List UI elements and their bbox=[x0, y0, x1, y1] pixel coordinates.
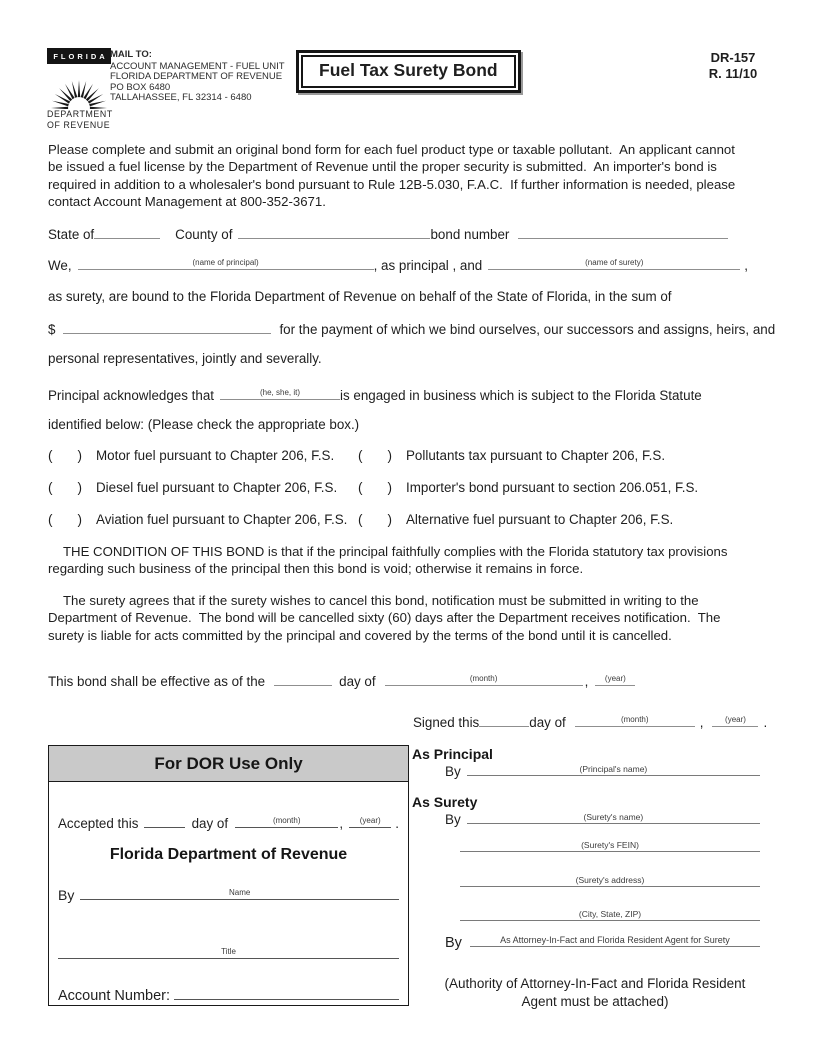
paren-open: ( bbox=[358, 480, 363, 495]
bond-sum-field[interactable] bbox=[63, 319, 271, 334]
checkbox-aviation-fuel-label: Aviation fuel pursuant to Chapter 206, F.S. bbox=[96, 512, 348, 527]
checkbox-pollutants-tax-label: Pollutants tax pursuant to Chapter 206, F.S. bbox=[406, 448, 666, 463]
surety-address-hint: (Surety's address) bbox=[575, 875, 645, 885]
checkbox-importers-bond[interactable] bbox=[358, 480, 392, 495]
paren-close: ) bbox=[77, 448, 82, 463]
dor-title-field[interactable] bbox=[58, 944, 399, 959]
intro-paragraph bbox=[48, 141, 735, 211]
trailing-comma: , bbox=[744, 258, 748, 273]
cancellation-paragraph bbox=[48, 592, 720, 644]
attorney-by-hint: As Attorney-In-Fact and Florida Resident Agent for Surety bbox=[500, 935, 730, 945]
signed-year-field[interactable] bbox=[712, 712, 758, 727]
checkbox-pollutants-tax[interactable] bbox=[358, 448, 392, 463]
checkbox-alternative-fuel[interactable] bbox=[358, 512, 392, 527]
checkbox-diesel-fuel[interactable] bbox=[48, 480, 82, 495]
account-number-label: Account Number: bbox=[58, 988, 171, 1004]
intro-line: required in addition to a wholesaler's bond pursuant to Rule 12B-5.030, F.A.C. If further information is needed, please bbox=[48, 176, 736, 192]
dor-by-name-field[interactable] bbox=[80, 885, 399, 900]
checkbox-alternative-fuel-label: Alternative fuel pursuant to Chapter 206, F.S. bbox=[406, 512, 674, 527]
mail-to-line-4: TALLAHASSEE, FL 32314 - 6480 bbox=[110, 92, 252, 104]
paren-close: ) bbox=[387, 512, 392, 527]
surety-name-inline-field[interactable] bbox=[488, 255, 740, 270]
intro-line: be issued a fuel license by the Department of Revenue until the proper security is submitted. An importer's bond is bbox=[48, 159, 717, 175]
signed-month-field[interactable] bbox=[575, 712, 695, 727]
mail-to-line-3: PO BOX 6480 bbox=[110, 81, 171, 93]
effective-comma: , bbox=[584, 674, 589, 689]
paren-open: ( bbox=[48, 512, 53, 527]
dollar-sign: $ bbox=[48, 322, 56, 337]
form-revision: R. 11/10 bbox=[708, 66, 758, 81]
dor-use-only-box bbox=[48, 745, 409, 1006]
dor-box-header: For DOR Use Only bbox=[49, 746, 408, 782]
effective-month-field[interactable] bbox=[385, 671, 583, 686]
signed-prefix: Signed this bbox=[413, 715, 480, 730]
mail-to-block bbox=[110, 50, 285, 104]
signed-day-field[interactable] bbox=[479, 712, 529, 727]
paren-close: ) bbox=[387, 448, 392, 463]
form-title: Fuel Tax Surety Bond bbox=[301, 55, 516, 88]
attorney-by-field[interactable] bbox=[470, 932, 760, 947]
sun-icon bbox=[48, 64, 110, 109]
paren-open: ( bbox=[48, 480, 53, 495]
effective-year-field[interactable] bbox=[595, 671, 635, 686]
accepted-year-hint: (year) bbox=[359, 816, 381, 825]
effective-month-hint: (month) bbox=[469, 674, 498, 683]
surety-bound-text: as surety, are bound to the Florida Department of Revenue on behalf of the State of Florida, in the sum of bbox=[48, 289, 672, 304]
logo-dept-line1: DEPARTMENT bbox=[47, 109, 113, 119]
we-label: We, bbox=[48, 258, 72, 273]
engaged-text: is engaged in business which is subject to the Florida Statute bbox=[340, 388, 702, 403]
dor-by-label: By bbox=[58, 887, 75, 903]
checkbox-diesel-fuel-label: Diesel fuel pursuant to Chapter 206, F.S. bbox=[96, 480, 338, 495]
principal-by-label: By bbox=[445, 764, 461, 779]
city-state-zip-field[interactable] bbox=[460, 906, 760, 921]
principal-by-field[interactable] bbox=[467, 761, 760, 776]
checkbox-motor-fuel[interactable] bbox=[48, 448, 82, 463]
county-field[interactable] bbox=[238, 224, 430, 239]
mail-to-line-1: ACCOUNT MANAGEMENT - FUEL UNIT bbox=[110, 60, 285, 72]
form-number: DR-157 bbox=[710, 50, 756, 65]
condition-line: THE CONDITION OF THIS BOND is that if the principal faithfully complies with the Florida statutory tax provisions bbox=[63, 544, 728, 559]
surety-address-field[interactable] bbox=[460, 872, 760, 887]
surety-fein-field[interactable] bbox=[460, 837, 760, 852]
effective-year-hint: (year) bbox=[604, 674, 626, 683]
principal-name-hint: (name of principal) bbox=[192, 258, 259, 267]
signed-month-hint: (month) bbox=[620, 715, 649, 724]
principal-by-hint: (Principal's name) bbox=[579, 764, 648, 774]
surety-by-field[interactable] bbox=[467, 809, 760, 824]
bond-number-label: bond number bbox=[430, 227, 510, 242]
condition-line: regarding such business of the principal then this bond is void; otherwise it remains in force. bbox=[48, 561, 584, 577]
accepted-comma: , bbox=[339, 816, 344, 831]
he-she-it-hint: (he, she, it) bbox=[259, 388, 301, 397]
effective-prefix: This bond shall be effective as of the bbox=[48, 674, 266, 689]
paren-open: ( bbox=[48, 448, 53, 463]
county-of-label: County of bbox=[175, 227, 233, 242]
as-surety-heading: As Surety bbox=[412, 794, 478, 810]
signed-year-hint: (year) bbox=[725, 715, 746, 724]
form-title-box bbox=[296, 50, 521, 93]
city-state-zip-hint: (City, State, ZIP) bbox=[578, 909, 642, 919]
attorney-by-label: By bbox=[445, 935, 462, 951]
form-meta bbox=[698, 50, 768, 82]
surety-fein-hint: (Surety's FEIN) bbox=[581, 840, 639, 850]
authority-note: (Authority of Attorney-In-Fact and Florida Resident Agent must be attached) bbox=[444, 976, 746, 1009]
as-principal-heading: As Principal bbox=[412, 746, 493, 762]
he-she-it-field[interactable] bbox=[220, 385, 340, 400]
intro-line: Please complete and submit an original bond form for each fuel product type or taxable pollutant. An applicant cannot bbox=[48, 142, 735, 157]
florida-dor-logo bbox=[47, 48, 111, 130]
paren-open: ( bbox=[358, 512, 363, 527]
accepted-this-label: Accepted this bbox=[58, 816, 139, 831]
condition-paragraph bbox=[48, 543, 727, 578]
bond-number-field[interactable] bbox=[518, 224, 728, 239]
cancellation-line: Department of Revenue. The bond will be cancelled sixty (60) days after the Department receives notification. The bbox=[48, 610, 721, 626]
dor-dept-name: Florida Department of Revenue bbox=[109, 846, 348, 863]
state-field[interactable] bbox=[94, 224, 160, 239]
identified-below-text: identified below: (Please check the appropriate box.) bbox=[48, 417, 360, 432]
paren-close: ) bbox=[77, 480, 82, 495]
surety-by-hint: (Surety's name) bbox=[583, 812, 644, 822]
signed-period: . bbox=[763, 715, 768, 730]
signed-comma: , bbox=[699, 715, 704, 730]
logo-dept-line2: OF REVENUE bbox=[47, 119, 111, 130]
state-of-label: State of bbox=[48, 227, 95, 242]
cancellation-line: surety is liable for acts committed by the principal and covered by the terms of the bond until it is cancelled. bbox=[48, 627, 672, 643]
paren-open: ( bbox=[358, 448, 363, 463]
effective-day-field[interactable] bbox=[274, 671, 332, 686]
principal-name-field[interactable] bbox=[78, 255, 374, 270]
intro-line: contact Account Management at 800-352-3671. bbox=[48, 194, 326, 210]
accepted-day-field[interactable] bbox=[144, 813, 184, 828]
account-number-field[interactable] bbox=[174, 985, 399, 1000]
checkbox-motor-fuel-label: Motor fuel pursuant to Chapter 206, F.S. bbox=[96, 448, 335, 463]
accepted-year-field[interactable] bbox=[349, 813, 391, 828]
accepted-period: . bbox=[395, 816, 399, 831]
mail-to-line-2: FLORIDA DEPARTMENT OF REVENUE bbox=[110, 71, 283, 83]
principal-ack-label: Principal acknowledges that bbox=[48, 388, 214, 403]
cancellation-line: The surety agrees that if the surety wishes to cancel this bond, notification must be submitted in writing to the bbox=[63, 593, 699, 608]
as-principal-and-label: , as principal , and bbox=[373, 258, 483, 273]
accepted-day-of: day of bbox=[191, 816, 229, 831]
paren-close: ) bbox=[77, 512, 82, 527]
accepted-month-field[interactable] bbox=[235, 813, 338, 828]
logo-state-name: FLORIDA bbox=[47, 48, 111, 64]
paren-close: ) bbox=[387, 480, 392, 495]
dor-name-hint: Name bbox=[229, 888, 251, 897]
personal-reps-text: personal representatives, jointly and severally. bbox=[48, 351, 322, 366]
surety-by-label: By bbox=[445, 812, 461, 827]
accepted-month-hint: (month) bbox=[272, 816, 301, 825]
surety-name-hint: (name of surety) bbox=[585, 258, 644, 267]
checkbox-aviation-fuel[interactable] bbox=[48, 512, 82, 527]
effective-day-of: day of bbox=[339, 674, 376, 689]
payment-text: for the payment of which we bind ourselves, our successors and assigns, heirs, and bbox=[279, 322, 776, 337]
dor-title-hint: Title bbox=[221, 947, 236, 956]
checkbox-importers-bond-label: Importer's bond pursuant to section 206.051, F.S. bbox=[406, 480, 699, 495]
signed-day-of: day of bbox=[529, 715, 566, 730]
mail-to-label: MAIL TO: bbox=[110, 49, 152, 60]
